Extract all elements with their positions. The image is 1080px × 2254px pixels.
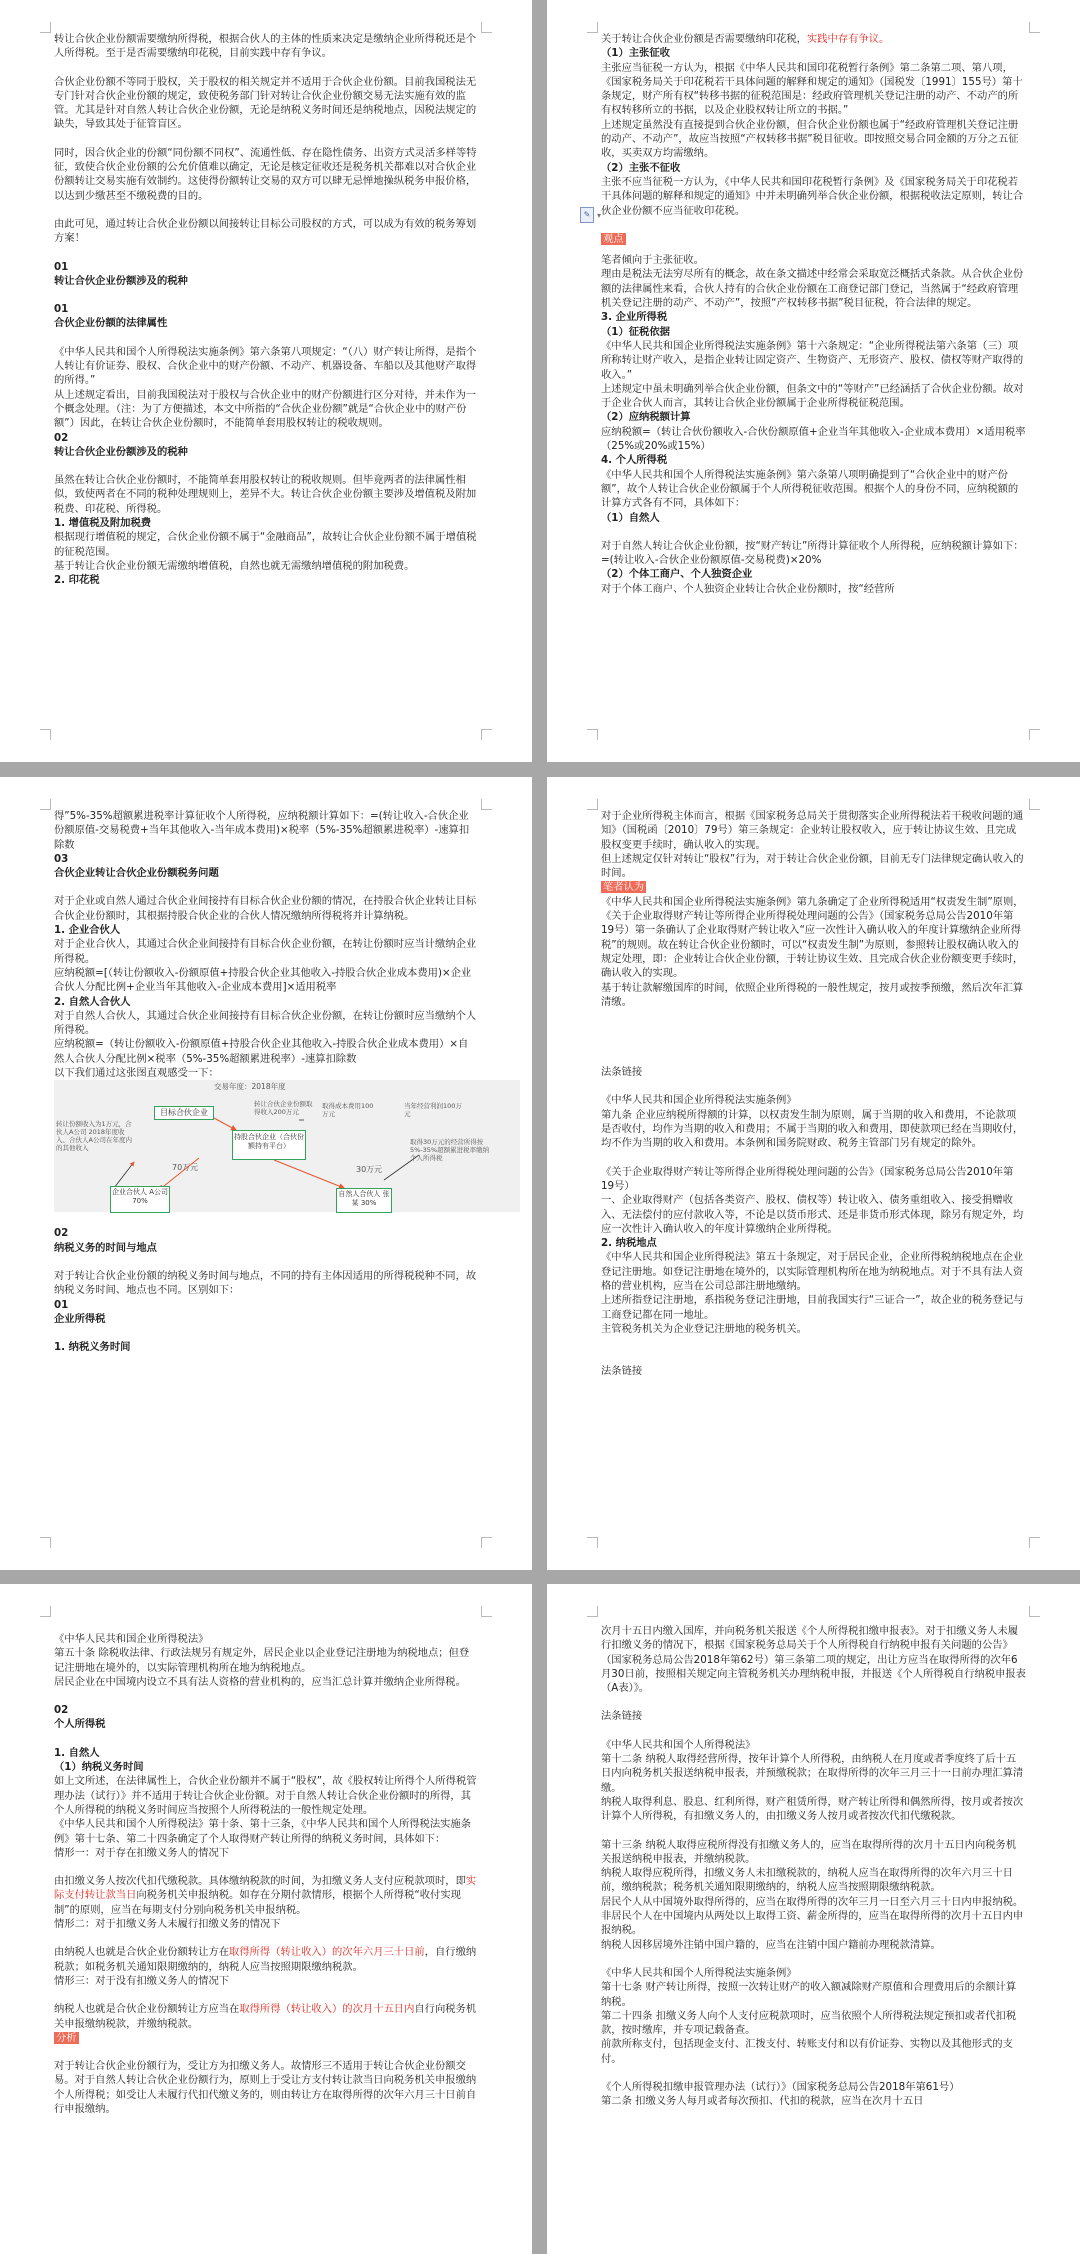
highlight-label (601, 880, 1026, 894)
paragraph (54, 75, 478, 132)
paragraph-text: 01 (54, 260, 69, 273)
paragraph (54, 2059, 478, 2116)
spacer (601, 1824, 1026, 1838)
paragraph-text: 1. 纳税义务时间 (54, 1341, 131, 1354)
page-3-body (54, 809, 490, 1354)
paragraph (601, 511, 1026, 525)
paragraph-text: 次月十五日内缴入国库，并向税务机关报送《个人所得税扣缴申报表》。对于扣缴义务人未履行扣缴义务的情况下，根据《国家税务总局关于个人所得税自行纳税申报有关问题的公告》（国家税务总局公告2018年第62号）第三条第二项的规定，出让方应当在取得所得的次年6月30日前，按照相关规定向主管税务机关办理纳税申报，并报送《个人所得税自行纳税申报表（A表）》。 (601, 1625, 1026, 1695)
paragraph-text: 法条链接 (601, 1066, 643, 1079)
paragraph (601, 118, 1026, 161)
paragraph-text: 上述规定虽然没有直接提到合伙企业份额，但合伙企业份额也属于“经政府管理机关登记注册的动产、不动产”，故应当按照“产权转移书据”税目征收。即按照交易合同金额的万分之五征收，买卖双方均需缴纳。 (601, 118, 1019, 160)
paragraph-text: 纳税人因移居境外注销中国户籍的，应当在注销中国户籍前办理税款清算。 (601, 1938, 941, 1951)
paragraph-text: 情形一：对于存在扣缴义务人的情况下 (54, 1846, 230, 1859)
spacer (54, 203, 478, 217)
paragraph-text: 纳税义务的时间与地点 (54, 1241, 157, 1254)
spacer (54, 61, 478, 75)
diagram-note-mid: 取得成本费用100万元 (322, 1102, 374, 1119)
arrow-to-person-partner (274, 1160, 344, 1188)
page-3-text-bottom (54, 1226, 478, 1354)
paragraph-text: （1）征税依据 (601, 325, 670, 338)
margin-corner-mark (481, 1537, 492, 1548)
paragraph (54, 274, 478, 288)
paragraph (601, 1293, 1026, 1322)
paragraph (601, 539, 1026, 568)
spacer (601, 246, 1026, 253)
margin-corner-mark (481, 799, 492, 810)
paragraph-text: （2）应纳税额计算 (601, 411, 691, 424)
paragraph (54, 1066, 478, 1080)
margin-corner-mark (1029, 729, 1040, 740)
document-page-5 (0, 1584, 532, 2254)
paragraph (601, 1795, 1026, 1824)
paragraph-text: 《中华人民共和国个人所得税法实施条例》第六条第八项规定：“（八）财产转让所得，是指个人转让有价证券、股权、合伙企业中的财产份额、不动产、机器设备、车船以及其他财产取得的所得。” (54, 345, 477, 387)
paragraph-text: 转让合伙企业份额涉及的税种 (54, 274, 188, 287)
spacer (54, 1860, 478, 1874)
paragraph-text: 关于转让合伙企业份额是否需要缴纳印花税， (601, 33, 807, 45)
paragraph-text: 转让合伙企业份额需要缴纳所得税，根据合伙人的主体的性质来决定是缴纳企业所得税还是个人所得税。至于是否需要缴纳印花税，目前实践中存有争议。 (54, 33, 477, 60)
document-page-2 (547, 0, 1080, 762)
paragraph (601, 1364, 1026, 1378)
paragraph (601, 1624, 1026, 1695)
paragraph-text-tail: 向税务机关申报纳税。如存在分期付款情形，根据个人所得税“收付实现制”的原则，应当在每期支付分别向税务机关申报纳税。 (54, 1889, 461, 1916)
paragraph (601, 425, 1026, 454)
chevron-down-icon[interactable]: ▾ (597, 211, 602, 220)
paragraph-text: 理由是税法无法穷尽所有的概念，故在条文描述中经常会采取宽泛概括式条款。从合伙企业份额的法律属性来看，合伙人持有的合伙企业份额在工商登记部门登记，当然属于“经政府管理机关登记注册的动产、不动产”，按照“产权转移书据”税目征税，符合法律的规定。 (601, 268, 1024, 310)
paragraph (601, 453, 1026, 467)
paragraph-text: 对于转让合伙企业份额行为，受让方为扣缴义务人。故情形三不适用于转让合伙企业份额交易。对于自然人转让合伙企业份额行为，原则上于受让方支付转让款当日向税务机关申报缴纳个人所得税；如受让人未履行代扣代缴义务的，则由转让方在取得所得的次年六月三十日前自行申报缴纳。 (54, 2060, 477, 2116)
paragraph (601, 981, 1026, 1010)
spacer (54, 1988, 478, 2002)
paragraph-text: 虽然在转让合伙企业份额时，不能简单套用股权转让的税收规则。但毕竟两者的法律属性相似，致使两者在不同的税种处理规则上，差异不大。转让合伙企业份额主要涉及增值税及附加税费、印花税、所得税。 (54, 474, 477, 515)
page-4-body (601, 809, 1026, 1379)
paragraph (54, 530, 478, 559)
paragraph (601, 161, 1026, 175)
paragraph-text: 由扣缴义务人按次代扣代缴税款。具体缴纳税款的时间，为扣缴义务人支付应税款项时，即 (54, 1875, 466, 1888)
paragraph (54, 1037, 478, 1066)
paragraph (54, 217, 478, 246)
paragraph-text: 对于企业所得税主体而言，根据《国家税务总局关于贯彻落实企业所得税法若干税收问题的通知》（国税函〔2010〕79号）第三条规定：企业转让股权收入，应于转让协议生效、且完成股权变更手续时，确认收入的实现。 (601, 810, 1024, 851)
paragraph (601, 382, 1026, 411)
paragraph-text: 应纳税额=[（转让份额收入-份额原值+持股合伙企业其他收入-持股合伙企业成本费用)×企业合伙人分配比例+企业当年其他收入-企业成本费用]×适用税率 (54, 966, 472, 994)
paragraph (54, 1340, 478, 1354)
paragraph-text: 个人所得税 (54, 1718, 106, 1731)
spacer (601, 1009, 1026, 1023)
paragraph-text: 但上述规定仅针对转让“股权”行为，对于转让合伙企业份额，目前无专门法律规定确认收入的时间。 (601, 852, 1024, 880)
paragraph-text: 主张不应当征税一方认为，《中华人民共和国印花税暂行条例》及《国家税务局关于印花税若干具体问题的解释和规定的通知》中并未明确列举合伙企业份额，根据税收法定原则，转让合伙企业份额不应当征收印花税。 (601, 175, 1024, 217)
paragraph-text: 第十七条 财产转让所得，按照一次转让财产的收入额减除财产原值和合理费用后的余额计算纳税。 (601, 1981, 1017, 2008)
paragraph-text: 1. 增值税及附加税费 (54, 517, 152, 530)
margin-corner-mark (587, 1606, 598, 1617)
margin-corner-mark (40, 729, 51, 740)
paragraph (601, 1108, 1026, 1151)
spacer (601, 1151, 1026, 1165)
arrow-corp-source (114, 1162, 134, 1188)
paragraph (601, 1165, 1026, 1194)
paragraph (601, 1250, 1026, 1293)
paragraph-text: 合伙企业份额的法律属性 (54, 317, 168, 330)
diagram-person-box: 自然人合伙人 张某 30% (336, 1188, 392, 1213)
paragraph (54, 1269, 478, 1298)
red-emphasis-text: 实践中存有争议。 (806, 33, 890, 45)
red-emphasis-text: 取得所得（转让收入）的次月十五日内 (239, 2003, 415, 2016)
paragraph-text: 对于自然人转让合伙企业份额，按“财产转让”所得计算征收个人所得税，应纳税额计算如下：=(转让收入-合伙企业份额原值-交易税费)×20% (601, 539, 1024, 567)
paragraph (601, 1193, 1026, 1236)
paragraph-text: 合伙企业转让合伙企业份额税务问题 (54, 867, 219, 880)
paragraph-text: 纳税人取得应税所得，扣缴义务人未扣缴税款的，纳税人应当在取得所得的次年六月三十日前，缴纳税款；税务机关通知限期缴纳的，纳税人应当按照期限缴纳税款。 (601, 1867, 1013, 1894)
paragraph-text: 笔者倾向于主张征收。 (601, 254, 704, 267)
diagram-corp-box: 企业合伙人 A公司 70% (110, 1186, 170, 1213)
paragraph (54, 1241, 478, 1255)
paragraph-text: 2. 纳税地点 (601, 1237, 657, 1250)
paragraph-text: 1. 企业合伙人 (54, 924, 121, 937)
spacer (54, 331, 478, 345)
paragraph-text: 《中华人民共和国企业所得税法实施条例》第九条确定了企业所得税适用“权责发生制”原则，《关于企业取得财产转让等所得企业所得税处理问题的公告》（国家税务总局公告2010年第19号）第一条确认了企业取得财产转让收入“应一次性计入确认收入的年度计算缴纳企业所得税”的规则。故在转让合伙企业份额时，可以“权责发生制”为原则，参照转让股权确认收入的规定处理，即：企业转让合伙企业份额，于转让协议生效、且完成合伙企业份额变更手续时，确认收入的实现。 (601, 895, 1024, 980)
arrow-target-to-holding (214, 1118, 236, 1130)
comment-marker-icon[interactable]: ✎ (580, 207, 594, 223)
paragraph (601, 1938, 1026, 1952)
diagram-note-right: 当年经营利润100万元 (404, 1102, 462, 1119)
diagram-note-top: 转让合伙企业份额取得收入200万元 (254, 1100, 313, 1117)
paragraph-text: 由此可见，通过转让合伙企业份额以间接转让目标公司股权的方式，可以成为有效的税务筹划方案！ (54, 217, 477, 245)
paragraph-text: 02 (54, 1704, 69, 1717)
paragraph-text: 第九条 企业应纳税所得额的计算，以权责发生制为原则，属于当期的收入和费用，不论款项是否收付，均作为当期的收入和费用；不属于当期的收入和费用，即使款项已经在当期收付，均不作为当期的收入和费用。本条例和国务院财政、税务主管部门另有规定的除外。 (601, 1108, 1024, 1150)
page-1-body (54, 32, 478, 588)
paragraph (601, 1093, 1026, 1107)
paragraph-text: 对于企业或自然人通过合伙企业间接持有目标合伙企业份额的情况，在持股合伙企业转让目标合伙企业份额时，其根据持股合伙企业的合伙人情况缴纳所得税将并计算纳税。 (54, 895, 477, 922)
margin-corner-mark (40, 1606, 51, 1617)
paragraph (54, 32, 478, 61)
margin-corner-mark (481, 729, 492, 740)
paragraph-text: 法条链接 (601, 1365, 643, 1378)
paragraph-text: 分析 (56, 2031, 77, 2044)
paragraph-text: 《中华人民共和国个人所得税法》 (601, 1738, 756, 1751)
paragraph-text: 《中华人民共和国个人所得税法实施条例》第六条第八项明确提到了“合伙企业中的财产份额”，故个人转让合伙企业份额属于个人所得税征收范围。根据个人的身份不同，应纳税额的计算方式各有不同，具体如下： (601, 468, 1019, 510)
paragraph (601, 310, 1026, 324)
paragraph-text: 前款所称支付，包括现金支付、汇拨支付、转账支付和以有价证券、实物以及其他形式的支付。 (601, 2038, 1013, 2065)
paragraph-text: 居民个人从中国境外取得所得的，应当在取得所得的次年三月一日至六月三十日内申报纳税。 (601, 1895, 1024, 1908)
paragraph (601, 253, 1026, 267)
paragraph-text: 对于企业合伙人，其通过合伙企业间接持有目标合伙企业份额，在转让份额时应当计缴纳企业所得税。 (54, 938, 477, 965)
paragraph (601, 2094, 1026, 2108)
paragraph (54, 1703, 478, 1717)
diagram-target-box: 目标合伙企业 (154, 1106, 214, 1120)
paragraph-text: 2. 印花税 (54, 574, 100, 587)
paragraph-text: 《关于企业取得财产转让等所得企业所得税处理问题的公告》（国家税务总局公告2010年第19号） (601, 1165, 1014, 1192)
margin-corner-mark (40, 1537, 51, 1548)
highlight-label (54, 2031, 478, 2045)
paragraph (54, 1298, 478, 1312)
paragraph-text: 合伙企业份额不等同于股权，关于股权的相关规定并不适用于合伙企业份额。目前我国税法无专门针对合伙企业份额的规定，致使税务部门针对转让合伙企业份额交易无法实施有效的监管。尤其是针对自然人转让合伙企业份额，无论是纳税义务时间还是纳税地点，因税法规定的缺失，导致其处于征管盲区。 (54, 75, 477, 131)
document-page-6 (547, 1584, 1080, 2254)
paragraph-text: 应纳税额=（转让合伙份额收入-合伙份额原值+企业当年其他收入-企业成本费用）×适用税率（25%或20%或15%） (601, 425, 1026, 453)
paragraph-text: 如上文所述，在法律属性上，合伙企业份额并不属于“股权”，故《股权转让所得个人所得税管理办法（试行）》并不适用于转让合伙企业份额。对于自然人转让合伙企业份额时的所得，其个人所得税的纳税义务时间应当按照个人所得税法的一般性规定处理。 (54, 1775, 477, 1816)
spacer (601, 525, 1026, 539)
spacer (601, 1079, 1026, 1093)
paragraph (601, 1236, 1026, 1250)
paragraph-text: 企业所得税 (54, 1312, 106, 1325)
paragraph-text: 《中华人民共和国企业所得税法实施条例》第十六条规定：“企业所得税法第六条第（三）项所称转让财产收入，是指企业转让固定资产、生物资产、无形资产、股权、债权等财产取得的收入。” (601, 339, 1024, 381)
red-emphasis-text: 实际支付转让款当日 (54, 1875, 477, 1902)
paragraph (54, 388, 478, 431)
paragraph (601, 1838, 1026, 1867)
spacer (601, 218, 1026, 232)
paragraph (54, 995, 478, 1009)
paragraph-text: 基于转让合伙企业份额无需缴纳增值税，自然也就无需缴纳增值税的附加税费。 (54, 559, 415, 572)
paragraph-text: 笔者认为 (603, 881, 645, 894)
paragraph (54, 1846, 478, 1860)
paragraph (601, 582, 1026, 596)
paragraph (601, 1980, 1026, 2009)
margin-corner-mark (587, 22, 598, 33)
paragraph (54, 809, 478, 852)
spacer (601, 1350, 1026, 1364)
paragraph (54, 1917, 478, 1931)
paragraph-text: 2. 自然人合伙人 (54, 995, 131, 1008)
spacer (54, 1931, 478, 1945)
paragraph (54, 937, 478, 966)
paragraph-text: 情形二：对于扣缴义务人未履行扣缴义务的情况下 (54, 1918, 281, 1931)
paragraph-text: 观点 (603, 232, 624, 245)
paragraph (54, 345, 478, 388)
paragraph (601, 852, 1026, 881)
paragraph-text: 同时，因合伙企业的份额“同份额不同权”、流通性低、存在隐性债务、出资方式灵活多样等特征，致使合伙企业份额的公允价值难以确定，无论是核定征收还是税务机关都难以对合伙企业份额转让交易实施有效制约。这使得份额转让交易的双方可以肆无忌惮地操纵税务申报价格，以达到少缴甚至不缴税费的目的。 (54, 146, 477, 202)
spacer (601, 2066, 1026, 2080)
margin-corner-mark (587, 1537, 598, 1548)
paragraph-text: 转让合伙企业份额涉及的税种 (54, 445, 188, 458)
paragraph (601, 1866, 1026, 1895)
paragraph-text: 02 (54, 431, 69, 444)
paragraph-text: 《中华人民共和国企业所得税法》第五十条规定，对于居民企业，企业所得税纳税地点在企业登记注册地。如登记注册地在境外的，以实际管理机构所在地为纳税地点。对于不具有法人资格的营业机构，应当在公司总部注册地缴纳。 (601, 1251, 1024, 1293)
margin-corner-mark (40, 799, 51, 810)
paragraph-text: 纳税人取得利息、股息、红利所得，财产租赁所得，财产转让所得和偶然所得，按月或者按次计算个人所得税，有扣缴义务人的，由扣缴义务人按月或者按次代扣代缴税款。 (601, 1795, 1024, 1823)
paragraph-text: 02 (54, 1227, 69, 1240)
paragraph (54, 516, 478, 530)
paragraph (54, 260, 478, 274)
paragraph-text: 4. 个人所得税 (601, 454, 668, 467)
spacer (601, 1037, 1026, 1051)
spacer (601, 1952, 1026, 1966)
paragraph-text: （2）个体工商户、个人独资企业 (601, 568, 753, 581)
paragraph-text: 第五十条 除税收法律、行政法规另有规定外，居民企业以企业登记注册地为纳税地点；但登记注册地在境外的，以实际管理机构所在地为纳税地点。 (54, 1647, 470, 1674)
paragraph-text: 第十二条 纳税人取得经营所得，按年计算个人所得税，由纳税人在月度或者季度终了后十五日内向税务机关报送纳税申报表，并预缴税款；在取得所得的次年三月三十一日前办理汇算清缴。 (601, 1753, 1024, 1794)
paragraph-text: 《中华人民共和国企业所得税法实施条例》 (601, 1094, 797, 1107)
paragraph (54, 1226, 478, 1240)
paragraph-text: 《个人所得税扣缴申报管理办法（试行）》（国家税务总局公告2018年第61号） (601, 2081, 960, 2094)
spacer (601, 1724, 1026, 1738)
spacer (54, 2045, 478, 2059)
spacer (601, 1051, 1026, 1065)
paragraph-text: 01 (54, 1298, 69, 1311)
paragraph-text: 主张应当征税一方认为，根据《中华人民共和国印花税暂行条例》第二条第二项、第八项，《国家税务局关于印花税若干具体问题的解释和规定的通知》（国税发〔1991〕155号）第十条规定，财产所有权“转移书据的征税范围是：经政府管理机关登记注册的动产、不动产的所有权转移所立的书据，以及企业股权转让所立的书据。” (601, 61, 1023, 117)
paragraph (601, 2009, 1026, 2038)
paragraph-text: 一、企业取得财产（包括各类资产、股权、债权等）转让收入、债务重组收入、接受捐赠收入、无法偿付的应付款收入等，不论是以货币形式、还是非货币形式体现，除另有规定外，均应一次性计入确认收入的年度计算缴纳企业所得税。 (601, 1194, 1024, 1235)
paragraph (601, 61, 1026, 118)
paragraph (601, 325, 1026, 339)
paragraph-text: 得”5%-35%超额累进税率计算征收个人所得税，应纳税额计算如下：=(转让收入-合伙企业份额原值-交易税费+当年其他收入-当年成本费用)×税率（5%-35%超额累进税率）-速算扣除数 (54, 810, 470, 851)
diagram-period: 交易年度：2018年度 (214, 1082, 286, 1092)
paragraph (601, 567, 1026, 581)
paragraph (54, 1774, 478, 1817)
paragraph-text: 应纳税额=（转让份额收入-份额原值+持股合伙企业其他收入-持股合伙企业成本费用）×自然人合伙人分配比例×税率（5%-35%超额累进税率）-速算扣除数 (54, 1038, 469, 1065)
spacer (601, 1023, 1026, 1037)
paragraph (54, 866, 478, 880)
paragraph-text: （1）主张征收 (601, 47, 670, 60)
paragraph (54, 1717, 478, 1731)
margin-corner-mark (587, 729, 598, 740)
paragraph-text: 对于个体工商户、个人独资企业转让合伙企业份额时，按“经营所 (601, 582, 895, 595)
page-6-body (601, 1624, 1026, 2109)
page-3-text-top (54, 809, 478, 1080)
diagram-note-right2: 取得30万元的经营所得按5%-35%超额累进税率缴纳个人所得税 (410, 1138, 490, 1163)
paragraph (601, 809, 1026, 852)
paragraph (54, 852, 478, 866)
paragraph (54, 2002, 478, 2031)
paragraph (601, 1709, 1026, 1723)
page-5-body (54, 1632, 478, 2116)
highlight-label (601, 232, 1026, 246)
diagram-amount-left: 70万元 (172, 1163, 199, 1173)
paragraph-text: 法条链接 (601, 1710, 643, 1723)
document-page-3 (0, 777, 532, 1570)
margin-corner-mark (1029, 1606, 1040, 1617)
paragraph (54, 146, 478, 203)
paragraph-text: 1. 自然人 (54, 1746, 100, 1759)
paragraph-text: 第二条 扣缴义务人每月或者每次预扣、代扣的税款，应当在次月十五日 (601, 2095, 924, 2108)
paragraph (54, 473, 478, 516)
diagram-note-left: 转让份额收入为1万元，合伙人A公司 2018年度收入、合伙人A公司在年度内的其他收入 (56, 1120, 132, 1153)
paragraph (54, 1312, 478, 1326)
diagram-holding-box: 持股合伙企业（合伙份额持有平台） (232, 1130, 306, 1160)
paragraph-text: 情形三：对于没有扣缴义务人的情况下 (54, 1974, 230, 1987)
page-2-body (601, 32, 1026, 596)
paragraph (601, 1909, 1026, 1938)
document-page-1 (0, 0, 532, 762)
spacer (54, 880, 478, 894)
paragraph-text: 第二十四条 扣缴义务人向个人支付应税款项时，应当依照个人所得税法规定预扣或者代扣税款，按时缴库，并专项记载备查。 (601, 2009, 1017, 2037)
paragraph-text: （2）主张不征收 (601, 161, 681, 174)
paragraph-text-tail: ，自行缴纳税款；如税务机关通知限期缴纳的，纳税人应当按照期限缴纳税款。 (54, 1946, 477, 1973)
paragraph (54, 1945, 478, 1974)
margin-corner-mark (1029, 1537, 1040, 1548)
paragraph (54, 923, 478, 937)
paragraph (601, 46, 1026, 60)
paragraph (601, 2080, 1026, 2094)
spacer (54, 1326, 478, 1340)
margin-corner-mark (587, 799, 598, 810)
paragraph (54, 1817, 478, 1846)
margin-corner-mark (40, 22, 51, 33)
paragraph-text: （1）自然人 (601, 511, 660, 524)
paragraph-text: 对于转让合伙企业份额的纳税义务时间与地点，不同的持有主体因适用的所得税税种不同，故纳税义务时间、地点也不同。区别如下： (54, 1269, 477, 1297)
paragraph (601, 1322, 1026, 1336)
paragraph (54, 1746, 478, 1760)
paragraph (54, 1974, 478, 1988)
paragraph-text-tail: 自行向税务机关申报缴纳税款，并缴纳税款。 (54, 2003, 477, 2030)
paragraph (54, 445, 478, 459)
paragraph (601, 267, 1026, 310)
paragraph (601, 2037, 1026, 2066)
paragraph-text: 3. 企业所得税 (601, 311, 668, 324)
paragraph-text: 上述规定中虽未明确列举合伙企业份额，但条文中的“等财产”已经涵括了合伙企业份额。故对于企业合伙人而言，其转让合伙企业份额属于企业所得税征税范围。 (601, 382, 1024, 410)
spacer (54, 288, 478, 302)
margin-corner-mark (481, 1606, 492, 1617)
paragraph-text: 主管税务机关为企业登记注册地的税务机关。 (601, 1322, 807, 1335)
paragraph-text: 《中华人民共和国个人所得税法实施条例》 (601, 1966, 797, 1979)
spacer (54, 459, 478, 473)
spacer (601, 1695, 1026, 1709)
paragraph-text: 根据现行增值税的规定，合伙企业份额不属于“金融商品”，故转让合伙企业份额不属于增值税的征税范围。 (54, 531, 477, 558)
paragraph (601, 1065, 1026, 1079)
paragraph (54, 302, 478, 316)
spacer (601, 1336, 1026, 1350)
paragraph (54, 1760, 478, 1774)
diagram-amount-right: 30万元 (356, 1165, 383, 1175)
spacer (54, 132, 478, 146)
tax-structure-diagram (54, 1080, 520, 1212)
paragraph (601, 339, 1026, 382)
paragraph-text: 03 (54, 852, 69, 865)
paragraph (54, 1646, 478, 1675)
paragraph (54, 573, 478, 587)
paragraph (601, 1752, 1026, 1795)
spacer (54, 1689, 478, 1703)
paragraph (601, 1738, 1026, 1752)
paragraph-text: （1）纳税义务时间 (54, 1761, 144, 1774)
paragraph (601, 1966, 1026, 1980)
document-page-4 (547, 777, 1080, 1570)
paragraph (54, 559, 478, 573)
paragraph-text: 居民企业在中国境内设立不具有法人资格的营业机构的，应当汇总计算并缴纳企业所得税。 (54, 1675, 466, 1688)
paragraph-text: 对于自然人合伙人，其通过合伙企业间接持有目标合伙企业份额，在转让份额时应当缴纳个人所得税。 (54, 1009, 477, 1037)
paragraph-text: 上述所指登记注册地，系指税务登记注册地，目前我国实行“三证合一”，故企业的税务登记与工商登记都在同一地址。 (601, 1294, 1024, 1321)
margin-corner-mark (481, 22, 492, 33)
paragraph-text: 第十三条 纳税人取得应税所得没有扣缴义务人的，应当在取得所得的次月十五日内向税务机关报送纳税申报表，并缴纳税款。 (601, 1838, 1017, 1865)
paragraph-text: 《中华人民共和国企业所得税法》 (54, 1633, 209, 1645)
red-emphasis-text: 取得所得（转让收入）的次年六月三十日前 (229, 1946, 425, 1959)
margin-corner-mark (1029, 22, 1040, 33)
paragraph (601, 895, 1026, 981)
paragraph-text: 非居民个人在中国境内从两处以上取得工资、薪金所得的，应当在取得所得的次月十五日内申报纳税。 (601, 1910, 1024, 1937)
paragraph (601, 32, 1026, 46)
paragraph-text: 纳税人也就是合伙企业份额转让方应当在 (54, 2003, 240, 2016)
spacer (54, 246, 478, 260)
paragraph-text: 基于转让款解缴国库的时间，依照企业所得税的一般性规定，按月或按季预缴，然后次年汇算清缴。 (601, 981, 1024, 1008)
margin-corner-mark (1029, 799, 1040, 810)
paragraph-text: 《中华人民共和国个人所得税法》第十条、第十三条，《中华人民共和国个人所得税法实施条例》第十七条、第二十四条确定了个人取得财产转让所得的纳税义务时间，具体如下： (54, 1818, 472, 1845)
paragraph (54, 1009, 478, 1038)
paragraph (54, 1632, 478, 1646)
paragraph (601, 410, 1026, 424)
paragraph (601, 1895, 1026, 1909)
paragraph (54, 316, 478, 330)
spacer (54, 1732, 478, 1746)
paragraph (54, 431, 478, 445)
spacer (54, 1255, 478, 1269)
paragraph (54, 1874, 478, 1917)
paragraph (54, 894, 478, 923)
paragraph (54, 1675, 478, 1689)
paragraph (601, 468, 1026, 511)
paragraph-text: 从上述规定看出，目前我国税法对于股权与合伙企业中的财产份额进行区分对待，并未作为一个概念处理。（注：为了方便描述，本文中所指的“合伙企业份额”就是“合伙企业中的财产份额”）因此，在转让合伙企业份额时，不能简单套用股权转让的税收规则。 (54, 388, 477, 430)
paragraph-text: 以下我们通过这张图直观感受一下： (54, 1067, 219, 1080)
paragraph-text: 01 (54, 303, 69, 316)
paragraph (54, 966, 478, 995)
paragraph (601, 175, 1026, 218)
paragraph-text: 由纳税人也就是合伙企业份额转让方在 (54, 1946, 230, 1959)
